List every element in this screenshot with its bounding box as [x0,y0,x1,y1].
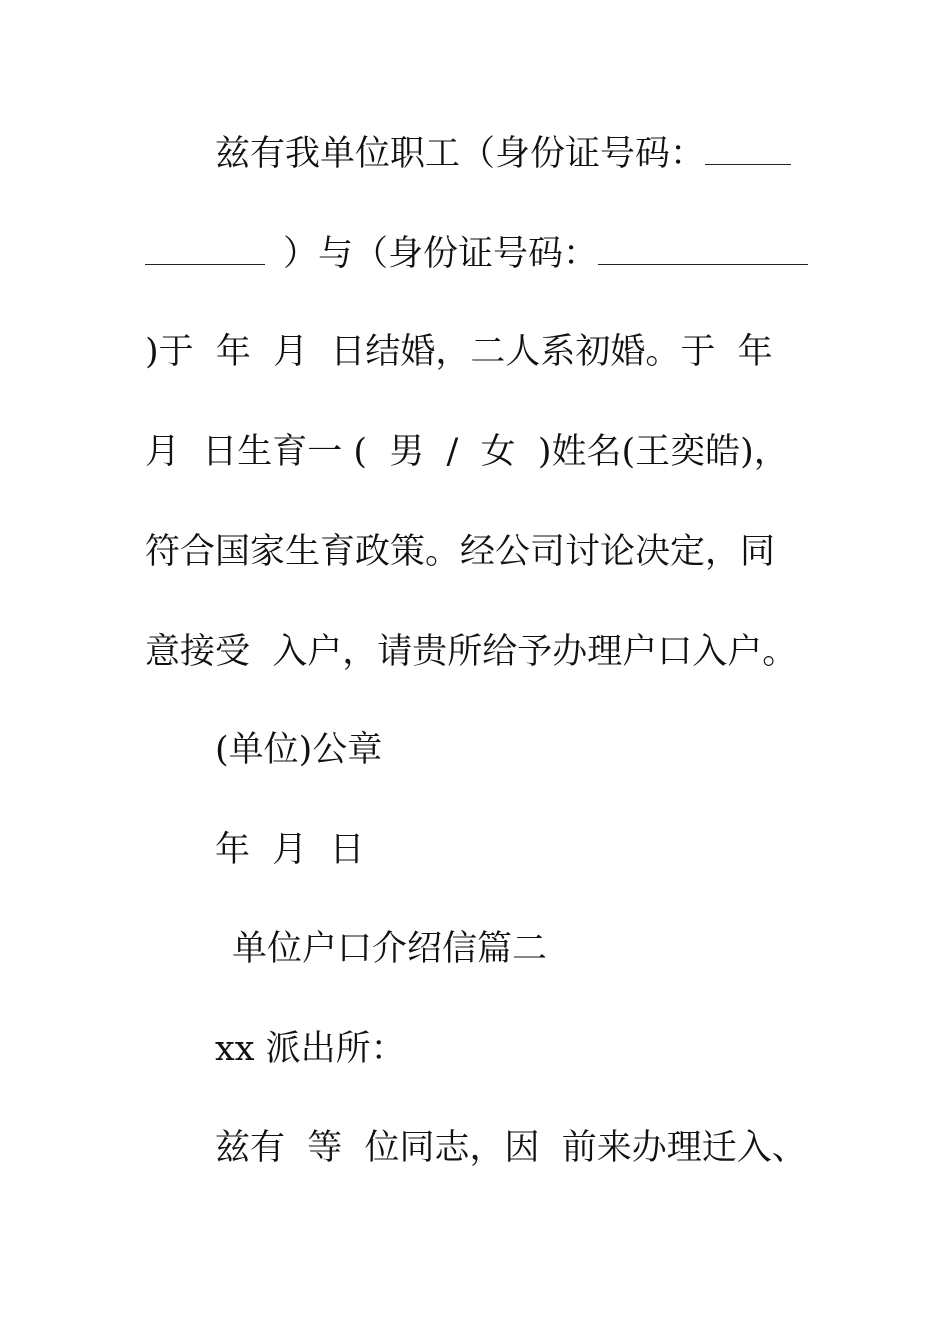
paragraph-line-5: 符合国家生育政策。经公司讨论决定，同 [145,532,776,572]
line-2-text: ）与（身份证号码： [283,234,599,274]
section-heading: 单位户口介绍信篇二 [232,929,548,969]
paragraph-line-6: 意接受 入户，请贵所给予办理户口入户。 [145,632,798,672]
company-seal-label: (单位)公章 [215,730,383,770]
paragraph-line-2 [145,232,805,276]
paragraph-line-1 [215,132,875,176]
id-number-blank-1 [705,134,791,165]
id-number-blank-2 [598,234,808,265]
recipient-line: xx 派出所： [215,1029,406,1069]
paragraph-line-7: 兹有 等 位同志，因 前来办理迁入、 [215,1128,807,1168]
date-line: 年 月 日 [215,830,365,870]
id-number-blank-1-continued [145,234,265,265]
paragraph-line-3: )于 年 月 日结婚，二人系初婚。于 年 [145,332,773,372]
line-1-text: 兹有我单位职工（身份证号码： [215,134,706,174]
paragraph-line-4: 月 日生育一 ( 男 / 女 )姓名(王奕皓)， [145,432,789,472]
